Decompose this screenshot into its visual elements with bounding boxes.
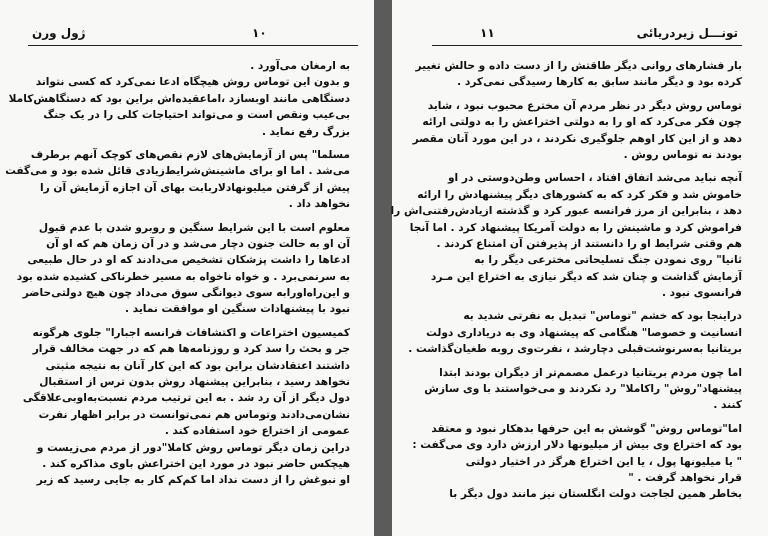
text-line: دهد و از این کار اوهم جلوگیری نکردند ، در این مورد آنان مقصر (412, 132, 742, 145)
page-number: ۱۰ (252, 26, 267, 40)
text-line: مسلما" پس از آزمایش‌های لازم نقص‌های کوچک آنهم برطرف (30, 148, 350, 161)
left-page (0, 0, 374, 536)
text-line: بزرگ رفع نماید . (261, 125, 350, 138)
text-line: جر و بحث را سد کرد و روزنامه‌ها هم که در جهت مخالف قرار (32, 343, 350, 356)
text-line: آن او به حالت جنون دچار می‌شد و در آن زمان هم که او آن (46, 237, 350, 250)
text-line: کنند . (713, 399, 742, 412)
text-line: نخواهد داد . (288, 198, 350, 211)
text-line: دول دیگر از آن رد شد . به این ترتیب مردم نسبت‌به‌اوبی‌علاقگی (22, 392, 350, 405)
text-line: آنچه نباید می‌شد اتفاق افتاد ، احساس وطن‌دوستی در او (447, 172, 742, 185)
text-line: کرده بود و دیگر مانند سابق به کارها رسیدگی نمی‌کرد . (457, 76, 742, 89)
text-line: بود که اختراع وی بیش از میلیونها دلار ارزش دارد وی می‌گفت : (412, 439, 742, 452)
text-line: قرار نخواهد گرفت . " (628, 471, 742, 484)
text-line: فرانسوی نبود . (661, 287, 742, 300)
header-rule (432, 45, 742, 46)
text-line: بی‌عیب ونقص است و می‌تواند احتیاجات کلی را در یک جنگ (43, 109, 350, 122)
text-line: دراین زمان دیگر توماس روش کاملا"دور از مردم می‌زیست و (36, 441, 350, 454)
text-line: بریتانیا به‌سرنوشت‌قبلی دچارشد ، نفرت‌وی روبه طغیان‌گذاشت . (408, 343, 742, 356)
text-line: دهد ، بنابراین از مرز فرانسه عبور کرد و گذشته ازیادش‌رفتنی‌اش را (390, 205, 742, 218)
text-line: کمیسیون اختراعات و اکتشافات فرانسه اجبارا" جلوی هرگونه (32, 326, 350, 339)
right-page-body (390, 58, 742, 503)
text-line: بودند نه توماس روش . (623, 148, 742, 161)
header-rule (28, 45, 358, 46)
text-line: اما"توماس روش" گوشش به این حرفها بدهکار نبود و معتقد (431, 422, 742, 435)
text-line: پیش از گرفتن میلیونهادلاربابت بهای آن اجازه آزمایش آن را (40, 181, 350, 194)
text-line: " یا میلیونها پول ، یا این اختراع هرگز در اختیار دولتی (465, 455, 742, 468)
text-line: به ارمغان می‌آورد . (250, 60, 350, 72)
text-line: خاموش شد و فکر کرد که به کشورهای دیگر پیشنهادش را ارائه (417, 188, 742, 201)
text-line: ادعاها را داشت پزشکان تشخیص می‌دادند که او در حال طبیعی (27, 254, 350, 267)
text-line: آزمایش گذاشت و چنان شد که دیگر نیازی به اختراع این مـرد (430, 270, 742, 283)
text-line: عمومی از اختراع خود استفاده کند . (164, 425, 350, 438)
text-line: چون فکر می‌کرد که او را به دولتی اختراعش را به دولتی ارائه (422, 116, 742, 129)
text-line: و بدون این توماس روش هیچگاه ادعا نمی‌کرد که کسی نتواند (35, 76, 350, 89)
right-page (392, 0, 768, 536)
text-line: داشتند اعتقادشان براین بود که این کار آنان به نتیجه مثبتی (45, 359, 350, 372)
text-line: بار فشارهای روانی دیگر طاقتش را از دست داده و حالش تغییر (415, 60, 742, 72)
text-line: دستگاهی مانند اوبسازد ،اماعقیده‌اش براین بود که دستگاهش‌کاملا (8, 92, 350, 105)
text-line: به سرنمی‌برد . و خواه ناخواه به مسیر خطرناکی کشیده شده بود (16, 270, 350, 283)
text-line: دراینجا بود که خشم "توماس" تبدیل به نفرتی شدید به (463, 310, 742, 323)
text-line: پیشنهاد"روش" راکاملا" رد نکردند و می‌خواستند با وی سازش (424, 383, 742, 396)
text-line: توماس روش دیگر در نظر مردم آن مخترع محبوب نبود ، شاید (427, 99, 742, 112)
text-line: بخاطر همین لجاجت دولت انگلستان نیز مانند دول دیگر با (449, 488, 742, 501)
text-line: اما چون مردم بریتانیا درعمل مصمم‌تر از دیگران بودند ابتدا (439, 366, 742, 379)
running-title: تونـــل زیردریائی (636, 26, 738, 40)
text-line: معلوم است با این شرایط سنگین و روبرو شدن با عدم قبول (38, 221, 350, 234)
text-line: می‌شد . اما او برای ماشینش‌شرایط‌زیادی قائل شده بود و می‌گفت (5, 165, 350, 178)
left-page-body (5, 58, 350, 489)
text-line: فراموش کرد و ماشینش را به دولت آمریکا پیشنهاد کرد . اما آنجا (409, 221, 742, 234)
left-page-header (32, 26, 354, 44)
text-line: و این‌راه‌اورابه سوی دیوانگی سوق می‌داد چون هیچ دولتی‌حاضر (22, 287, 350, 300)
text-line: انسانیت و خصوصا" هنگامی که پیشنهاد وی به دریاداری دولت (426, 326, 742, 339)
text-line: نخواهد رسید ، بنابراین پیشنهاد روش بدون ترس از استقبال (39, 376, 350, 389)
text-line: هم وقتی شرایط او را دانستند از پذیرفتن آن امتناع کردند . (436, 237, 742, 250)
text-line: ثانیا" روی نمودن جنگ تسلیحاتی مخترعی دیگر را به (474, 254, 742, 267)
text-line: نشان‌می‌دادند وتوماس هم نمی‌توانست در برابر اظهار نفرت (38, 408, 350, 421)
text-line: هیچکس حاضر نبود در مورد این اختراعش باوی مذاکره کند . (42, 457, 350, 470)
page-number: ۱۱ (480, 26, 495, 40)
text-line: نبود با پیشنهادات سنگین او موافقت نماید . (124, 303, 350, 316)
running-title: ژول ورن (32, 26, 86, 40)
text-line: او نبوغش را از دست نداد اما کم‌کم کار به جایی رسید که زیر (36, 474, 350, 487)
right-page-header (432, 26, 738, 44)
